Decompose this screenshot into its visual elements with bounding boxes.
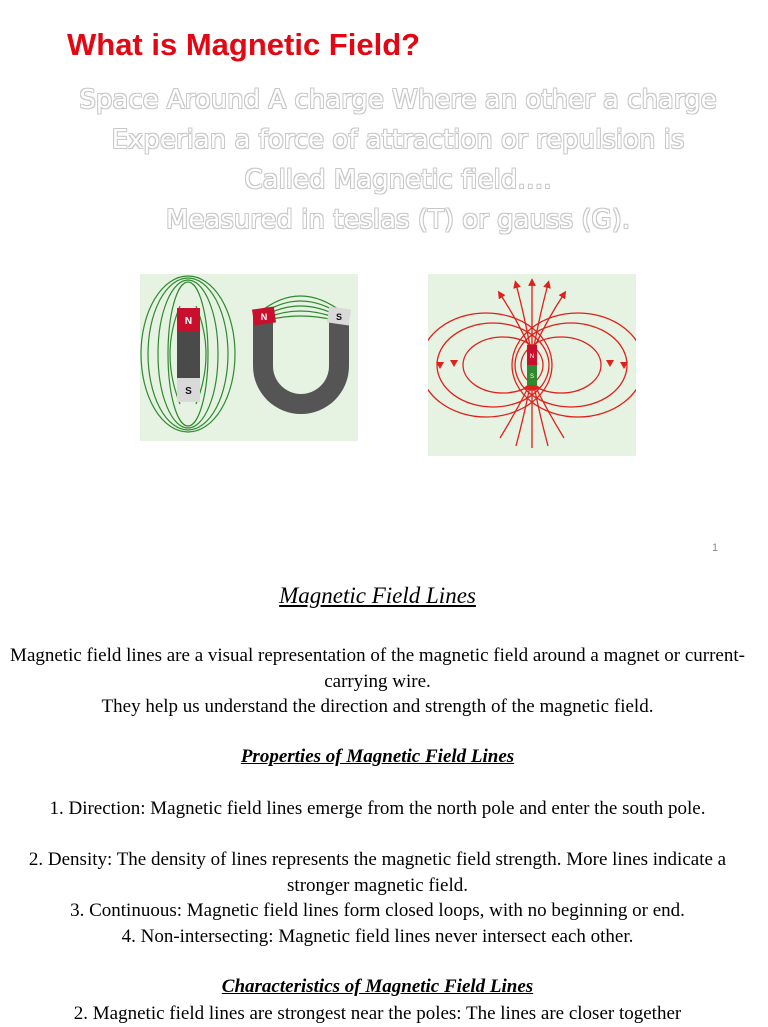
definition-line: Experian a force of attraction or repulsion is [111, 125, 685, 155]
horseshoe-magnet [253, 316, 349, 414]
property-item: 4. Non-intersecting: Magnetic field lines never intersect each other. [121, 926, 634, 947]
horseshoe-north-label: N [260, 312, 268, 322]
field-lines-figure [428, 274, 636, 456]
field-lines-illustration [428, 274, 636, 456]
intro-paragraph: They help us understand the direction and strength of the magnetic field. [101, 696, 654, 717]
bar-north-label: N [184, 316, 193, 327]
property-item: 2. Density: The density of lines represents the magnetic field strength. More lines indicate a stronger magnetic field. [28, 849, 727, 896]
document-title: Magnetic Field Lines [279, 583, 476, 608]
properties-heading: Properties of Magnetic Field Lines [240, 746, 515, 767]
page-number: 1 [712, 542, 719, 554]
slide-title: What is Magnetic Field? [67, 27, 421, 62]
definition-line: Called Magnetic field…. [244, 165, 552, 195]
bar-south-label: S [185, 386, 192, 397]
property-item: 1. Direction: Magnetic field lines emerge from the north pole and enter the south pole. [49, 798, 706, 819]
horseshoe-south-label: S [335, 312, 343, 322]
magnets-illustration [140, 274, 358, 441]
definition-line: Measured in teslas (T) or gauss (G). [165, 205, 631, 235]
property-item: 3. Continuous: Magnetic field lines form closed loops, with no beginning or end. [70, 900, 685, 921]
bar-and-horseshoe-magnet-figure [140, 274, 358, 441]
south-label: S [529, 374, 535, 380]
definition-line: Space Around A charge Where an other a charge [79, 85, 717, 115]
slide-definition [0, 80, 768, 240]
intro-paragraph: Magnetic field lines are a visual representation of the magnetic field around a magnet or current-carrying wire. [10, 645, 745, 692]
north-label: N [529, 354, 535, 360]
characteristics-heading: Characteristics of Magnetic Field Lines [221, 976, 534, 997]
characteristic-item: 2. Magnetic field lines are strongest near the poles: The lines are closer together [73, 1003, 682, 1024]
